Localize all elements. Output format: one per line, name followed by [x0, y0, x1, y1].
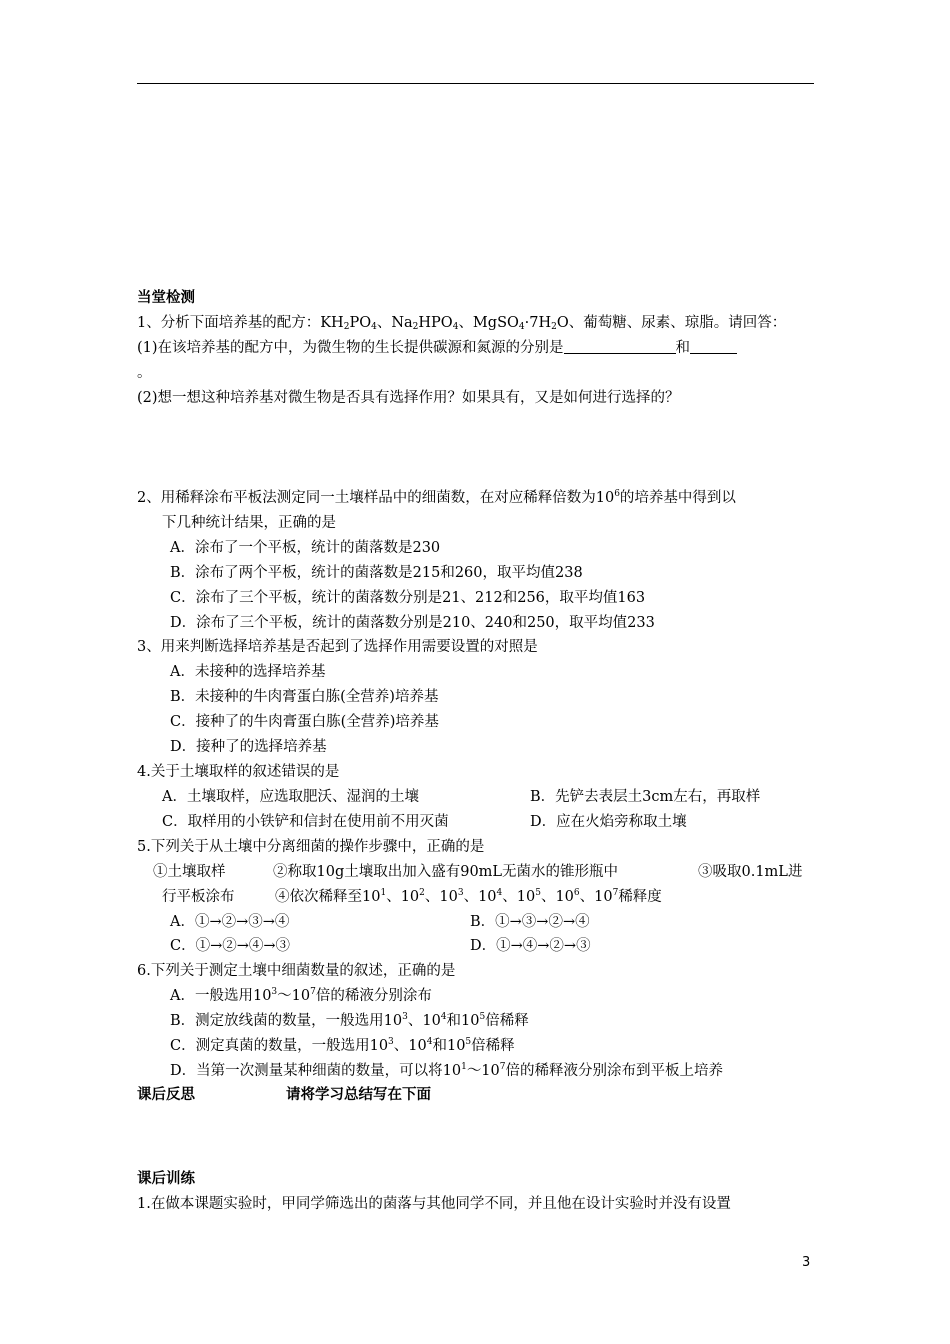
q6-option-c: C．测定真菌的数量，一般选用$10^3$、$10^4$和$10^5$倍稀释: [170, 1037, 515, 1054]
q6-option-d: D．当第一次测量某种细菌的数量，可以将$10^1\sim 10^7$倍的稀释液分别涂布到平板上培养: [170, 1062, 723, 1079]
q5-option-a: A．①→②→③→④: [170, 914, 290, 930]
q4-option-d: D．应在火焰旁称取土壤: [530, 814, 687, 830]
section-title-reflect: 课后反思: [137, 1086, 195, 1103]
header-rule: [137, 83, 814, 84]
q5-step-3-cont: 行平板涂布: [162, 889, 235, 905]
q3-option-c: C．接种了的牛肉膏蛋白胨(全营养)培养基: [170, 714, 439, 730]
q1-part1: (1)在该培养基的配方中，为微生物的生长提供碳源和氮源的分别是 和: [137, 336, 737, 360]
q3-option-a: A．未接种的选择培养基: [170, 664, 326, 680]
q2-option-b: B．涂布了两个平板，统计的菌落数是215和260，取平均值238: [170, 565, 583, 581]
answer-blank-2[interactable]: [690, 339, 737, 354]
q1-stem: 1、分析下面培养基的配方：$KH_2PO_4$、$Na_2HPO_4$、$MgSO_4\cdot 7H_2O$、葡萄糖、尿素、琼脂。请回答：: [137, 315, 787, 332]
q6-stem: 6.下列关于测定土壤中细菌数量的叙述，正确的是: [137, 963, 456, 979]
section-title-training: 课后训练: [137, 1170, 195, 1187]
q1-part1-end: 。: [137, 365, 152, 381]
q4-option-b: B．先铲去表层土3cm左右，再取样: [530, 789, 761, 805]
q4-option-a: A．土壤取样，应选取肥沃、湿润的土壤: [162, 789, 419, 805]
training-q1: 1.在做本课题实验时，甲同学筛选出的菌落与其他同学不同，并且他在设计实验时并没有设置: [137, 1196, 731, 1212]
q5-step-3: ③吸取0.1mL进: [698, 864, 803, 880]
q4-option-c: C．取样用的小铁铲和信封在使用前不用灭菌: [162, 814, 449, 830]
q2-stem-line1: 2、用稀释涂布平板法测定同一土壤样品中的细菌数，在对应稀释倍数为$10^6$的培养基中得到以: [137, 489, 736, 506]
q5-step-2: ②称取10g土壤取出加入盛有90mL无菌水的锥形瓶中: [273, 864, 619, 880]
q5-option-b: B．①→③→②→④: [470, 914, 590, 930]
q5-option-c: C．①→②→④→③: [170, 938, 291, 954]
q3-stem: 3、用来判断选择培养基是否起到了选择作用需要设置的对照是: [137, 639, 538, 655]
reflect-instruction: 请将学习总结写在下面: [286, 1086, 431, 1103]
q5-stem: 5.下列关于从土壤中分离细菌的操作步骤中，正确的是: [137, 839, 485, 855]
q3-option-d: D．接种了的选择培养基: [170, 739, 327, 755]
q5-step-1: ①土壤取样: [153, 864, 226, 880]
q6-option-a: A．一般选用$10^3\sim 10^7$倍的稀液分别涂布: [170, 987, 432, 1004]
q2-option-c: C．涂布了三个平板，统计的菌落数分别是21、212和256，取平均值163: [170, 590, 646, 606]
q2-option-d: D．涂布了三个平板，统计的菌落数分别是210、240和250，取平均值233: [170, 615, 655, 631]
q1-part2: (2)想一想这种培养基对微生物是否具有选择作用？如果具有，又是如何进行选择的？: [137, 390, 680, 406]
answer-blank-1[interactable]: [564, 339, 676, 354]
q3-option-b: B．未接种的牛肉膏蛋白胨(全营养)培养基: [170, 689, 439, 705]
q6-option-b: B．测定放线菌的数量，一般选用$10^3$、$10^4$和$10^5$倍稀释: [170, 1012, 529, 1029]
q2-stem-line2: 下几种统计结果，正确的是: [162, 515, 336, 531]
section-title-dangtang: 当堂检测: [137, 289, 195, 306]
page-number: 3: [802, 1255, 811, 1270]
q2-option-a: A．涂布了一个平板，统计的菌落数是230: [170, 540, 441, 556]
q5-step-4: ④依次稀释至$10^1$、$10^2$、$10^3$、$10^4$、$10^5$、$10^6$、$10^7$稀释度: [275, 888, 662, 905]
q5-option-d: D．①→④→②→③: [470, 938, 591, 954]
q4-stem: 4.关于土壤取样的叙述错误的是: [137, 764, 340, 780]
